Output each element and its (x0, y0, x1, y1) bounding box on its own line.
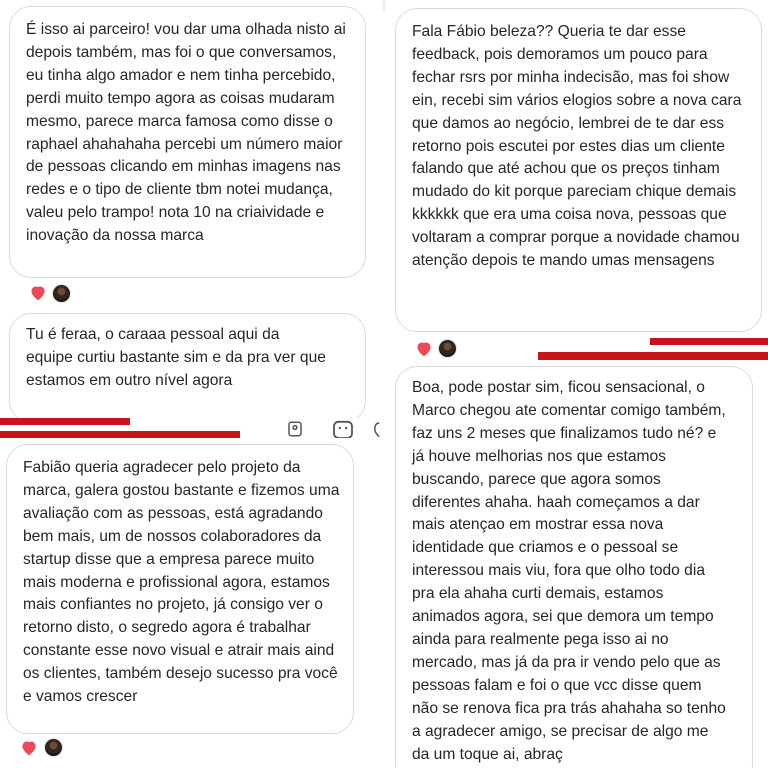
message-text: Fala Fábio beleza?? Queria te dar esse feedback, pois demoramos um pouco para fechar rsrs por minha indecisão, mas foi show ein, recebi sim vários elogios sobre a nova cara que damos ao negócio, lembrei de te dar ess retorno pois escutei por estes dias um cliente falando que até achou que os preços tinham mudado do kit porque pareciam chique demais kkkkkk que era uma coisa nova, pessoas que voltaram a comprar porque a novidade chamou atenção depois te mando umas mensagens (412, 23, 742, 270)
message-text: É isso ai parceiro! vou dar uma olhada nisto ai depois também, mas foi o que conversamos, eu tinha algo amador e nem tinha percebido, perdi muito tempo agora as coisas mudaram mesmo, parece marca famosa como disse o raphael ahahahaha percebi um número maior de pessoas clicando em minhas imagens nas redes e o tipo de cliente tbm notei mudança, valeu pelo trampo! nota 10 na criaividade e inovação da nossa marca (26, 21, 346, 245)
message-text: Boa, pode postar sim, ficou sensacional, o Marco chegou ate comentar comigo também, faz uns 2 meses que finalizamos tudo né? e já houve melhorias nos que estamos buscando, parece que agora somos diferentes ahaha. haah começamos a dar mais atençao em mostrar essa nova identidade que criamos e o pessoal se interessou mais viu, fora que olho todo dia pra ela ahaha curti demais, estamos animados agora, sei que demora um tempo ainda para realmente pega isso ai no mercado, mas já da pra ir vendo pelo que as pessoas falam e foi o que vcc disse quem não se renova fica pra trás ahahaha so tenho a agradecer amigo, se precisar de algo me da um toque ai, abraç (412, 379, 726, 763)
avatar[interactable] (52, 284, 71, 303)
screenshot-panel-top-right (386, 0, 768, 358)
redaction-bar (538, 352, 768, 360)
redaction-bar (650, 338, 768, 345)
screenshot-panel-bottom-right (386, 362, 768, 768)
redaction-bar (0, 431, 240, 438)
heart-icon[interactable] (20, 740, 38, 756)
redaction-bar (0, 418, 130, 425)
message-bubble (395, 8, 762, 332)
message-text: Fabião queria agradecer pelo projeto da marca, galera gostou bastante e fizemos uma avaliação com as pessoas, está agradando bem mais, um de nossos colaboradores da startup disse que a empresa parece muito mais moderna e profissional agora, estamos mais confiantes no projeto, já consigo ver o retorno disto, o segredo agora é trabalhar constante esse novo visual e atrair mais aind os clientes, também desejo sucesso pra você e vamos crescer (23, 459, 340, 706)
avatar[interactable] (44, 738, 63, 757)
screenshot-panel-bottom-left (0, 440, 382, 768)
heart-outline-icon[interactable] (372, 420, 382, 438)
message-bubble (6, 444, 354, 734)
heart-icon[interactable] (29, 285, 47, 301)
message-bubble (395, 366, 753, 768)
panel-divider (382, 0, 386, 12)
message-text: Tu é feraa, o caraaa pessoal aqui da equipe curtiu bastante sim e da pra ver que estamos em outro nível agora (26, 326, 326, 389)
gallery-icon[interactable] (286, 420, 304, 438)
avatar[interactable] (438, 339, 457, 358)
message-bubble (9, 313, 366, 418)
sticker-icon[interactable] (332, 420, 354, 438)
screenshot-panel-top-left (0, 0, 382, 418)
message-bubble (9, 6, 366, 278)
heart-icon[interactable] (415, 341, 433, 357)
